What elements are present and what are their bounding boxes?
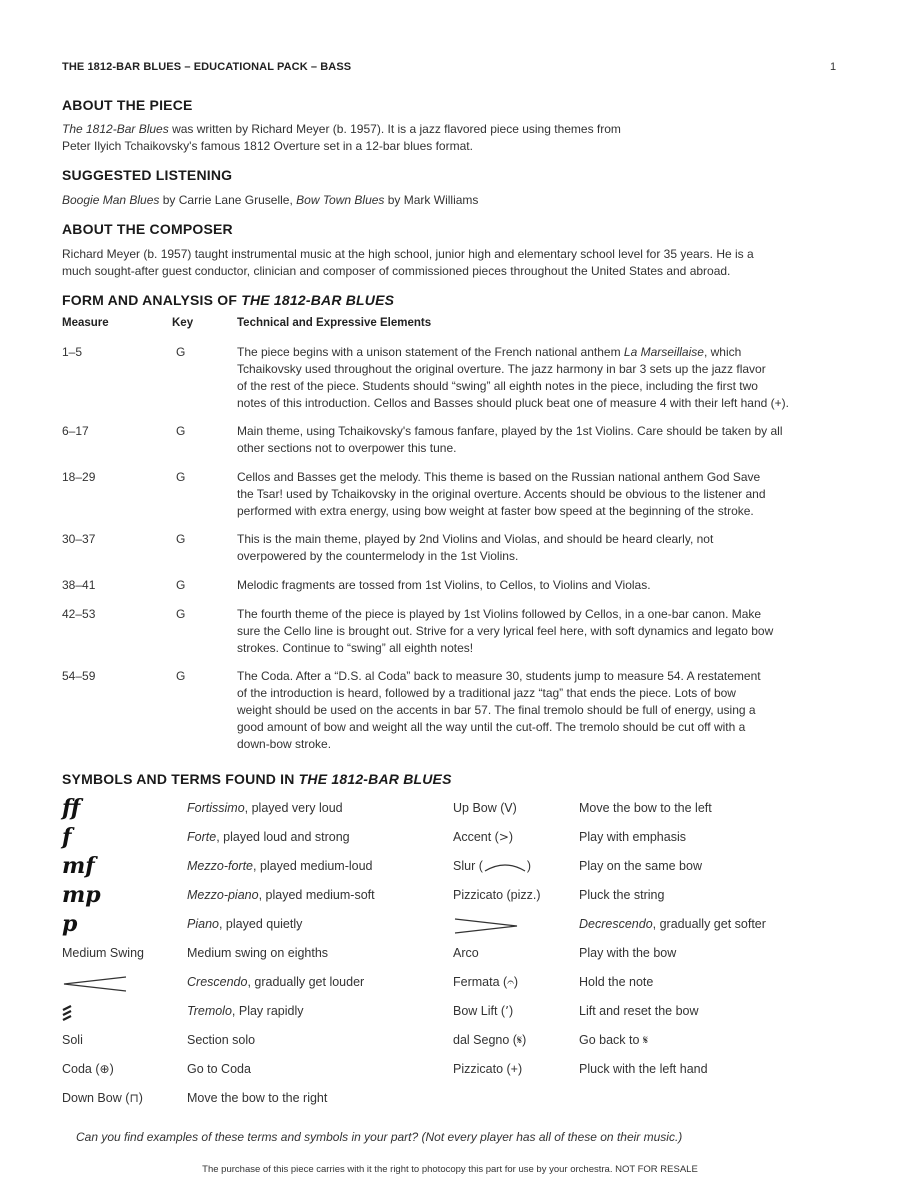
about-piece-line-1-rest: was written by Richard Meyer (b. 1957). It is a jazz flavored piece using themes from [168, 122, 621, 136]
elements-line: The piece begins with a unison statement of the French national anthem La Marseillaise, which [237, 345, 742, 359]
right-symbol: Pizzicato (pizz.) [453, 888, 541, 902]
term-name: Fortissimo [187, 801, 245, 815]
footer-notice: The purchase of this piece carries with it the right to photocopy this part for use by your orchestra. NOT FOR RESALE [202, 1164, 698, 1175]
composer-text [62, 246, 842, 280]
anthem-title: La Marseillaise [623, 345, 704, 359]
crescendo-hairpin-icon [62, 975, 128, 993]
articulation-icon: ⊓ [129, 1091, 139, 1105]
elements-line: of the introduction is heard, followed by a traditional jazz “tag” that ends the piece. Lots of bow [237, 686, 736, 700]
term-name: Forte [187, 830, 217, 844]
elements-line: The Coda. After a “D.S. al Coda” back to measure 30, students jump to measure 54. A restatement [237, 669, 761, 683]
measure-cell: 42–53 [62, 607, 96, 621]
listening-end: by Mark Williams [384, 193, 479, 207]
tremolo-icon [62, 1004, 74, 1022]
col-elements-header: Technical and Expressive Elements [237, 317, 432, 329]
right-term: Hold the note [579, 975, 654, 989]
elements-line: This is the main theme, played by 2nd Violins and Violas, and should be heard clearly, not [237, 532, 714, 546]
right-symbol: Bow Lift (ʼ) [453, 1004, 514, 1018]
analysis-heading-prefix: FORM AND ANALYSIS OF [62, 292, 242, 308]
about-piece-text [62, 121, 842, 155]
elements-cell [237, 606, 837, 657]
right-term: Decrescendo, gradually get softer [579, 917, 766, 931]
listening-mid: by Carrie Lane Gruselle, [159, 193, 297, 207]
elements-line: Melodic fragments are tossed from 1st Violins, to Cellos, to Violins and Violas. [237, 578, 651, 592]
about-piece-heading: ABOUT THE PIECE [62, 97, 193, 113]
elements-cell [237, 344, 837, 412]
elements-line: other sections not to overpower this tune. [237, 441, 457, 455]
key-cell: G [176, 424, 186, 438]
term-name: Mezzo-forte [187, 859, 253, 873]
right-symbol: Arco [453, 946, 479, 960]
left-term: Tremolo, Play rapidly [187, 1004, 304, 1018]
listening-title-2: Bow Town Blues [296, 193, 385, 207]
composer-line-1: Richard Meyer (b. 1957) taught instrumental music at the high school, junior high and elementary school level for 35 years. He is a [62, 247, 754, 261]
measure-cell: 18–29 [62, 470, 96, 484]
decrescendo-hairpin-icon [453, 917, 519, 935]
elements-line: Tchaikovsky used throughout the original overture. The jazz harmony in bar 3 sets up the jazz flavor [237, 362, 766, 376]
right-symbol: Fermata (𝄐) [453, 975, 519, 989]
left-symbol: Medium Swing [62, 946, 144, 960]
col-key-header: Key [172, 317, 194, 329]
elements-cell [237, 577, 837, 594]
elements-line: of the rest of the piece. Students should “swing” all eighth notes in the piece, including the first two [237, 379, 758, 393]
right-term: Move the bow to the left [579, 801, 712, 815]
elements-line: the Tsar! used by Tchaikovsky in the original overture. Accents should be obvious to the listener and [237, 487, 766, 501]
term-name: Mezzo-piano [187, 888, 259, 902]
elements-line: notes of this introduction. Cellos and Basses should pluck beat one of measure 4 with their left hand (+). [237, 396, 789, 410]
articulation-icon: > [498, 830, 509, 844]
right-term: Play with the bow [579, 946, 677, 960]
left-term: Go to Coda [187, 1062, 251, 1076]
articulation-icon: V [504, 801, 513, 815]
elements-line: strokes. Continue to “swing” all eighth notes! [237, 641, 474, 655]
dynamic-p-icon: p [62, 911, 78, 937]
left-term: Medium swing on eighths [187, 946, 329, 960]
elements-cell [237, 423, 837, 457]
left-symbol: Down Bow (⊓) [62, 1091, 143, 1105]
key-cell: G [176, 578, 186, 592]
dynamic-f-icon: f [62, 824, 72, 850]
slur-icon [483, 861, 527, 873]
measure-cell: 6–17 [62, 424, 89, 438]
right-term: Lift and reset the bow [579, 1004, 699, 1018]
running-title: THE 1812-BAR BLUES – EDUCATIONAL PACK – BASS [62, 61, 352, 73]
term-name: Tremolo [187, 1004, 232, 1018]
right-symbol: dal Segno (𝄋) [453, 1033, 527, 1047]
measure-cell: 1–5 [62, 345, 83, 359]
key-cell: G [176, 470, 186, 484]
left-term: Mezzo-forte, played medium-loud [187, 859, 373, 873]
left-term: Mezzo-piano, played medium-soft [187, 888, 375, 902]
page-number: 1 [830, 61, 837, 73]
symbols-heading-title: THE 1812-BAR BLUES [298, 771, 452, 787]
measure-cell: 38–41 [62, 578, 96, 592]
left-term: Piano, played quietly [187, 917, 303, 931]
articulation-icon: 𝄋 [516, 1033, 523, 1047]
analysis-heading [62, 292, 394, 308]
key-cell: G [176, 532, 186, 546]
right-symbol: Slur ( ) [453, 859, 532, 873]
right-symbol: Accent (>) [453, 830, 514, 844]
composer-heading: ABOUT THE COMPOSER [62, 221, 233, 237]
composer-line-2: much sought-after guest conductor, clinician and composer of commissioned pieces throughout the United States and abroad. [62, 264, 731, 278]
left-symbol: Coda (⊕) [62, 1062, 114, 1076]
term-name: Piano [187, 917, 219, 931]
elements-line: good amount of bow and weight all the way until the cut-off. The tremolo should be cut off with a [237, 720, 746, 734]
key-cell: G [176, 669, 186, 683]
elements-line: sure the Cello line is brought out. Strive for a very lyrical feel here, with soft dynamics and legato bow [237, 624, 774, 638]
left-term: Forte, played loud and strong [187, 830, 350, 844]
measure-cell: 54–59 [62, 669, 96, 683]
elements-cell [237, 469, 837, 520]
right-term: Pluck the string [579, 888, 665, 902]
listening-text [62, 192, 842, 209]
elements-line: overpowered by the countermelody in the 1st Violins. [237, 549, 519, 563]
elements-line: performed with extra energy, using bow weight at faster bow speed at the beginning of the stroke. [237, 504, 754, 518]
term-name: Crescendo [187, 975, 248, 989]
elements-cell [237, 531, 837, 565]
articulation-icon: 𝄐 [507, 975, 514, 989]
left-term: Move the bow to the right [187, 1091, 328, 1105]
left-term: Fortissimo, played very loud [187, 801, 343, 815]
key-cell: G [176, 345, 186, 359]
right-term: Play with emphasis [579, 830, 686, 844]
closing-question: Can you find examples of these terms and symbols in your part? (Not every player has all of these on their music.) [76, 1130, 683, 1144]
elements-line: Main theme, using Tchaikovsky's famous fanfare, played by the 1st Violins. Care should be taken by all [237, 424, 783, 438]
articulation-icon: ⊕ [99, 1062, 110, 1076]
segno-icon: 𝄋 [642, 1033, 649, 1047]
dynamic-ff-icon: ff [62, 795, 81, 821]
about-piece-line-1 [62, 121, 842, 138]
right-term: Pluck with the left hand [579, 1062, 708, 1076]
piece-title: The 1812-Bar Blues [62, 122, 169, 136]
dynamic-mf-icon: mf [62, 853, 95, 879]
right-symbol: Pizzicato (+) [453, 1062, 523, 1076]
listening-title-1: Boogie Man Blues [62, 193, 160, 207]
left-term: Crescendo, gradually get louder [187, 975, 365, 989]
elements-cell [237, 668, 837, 753]
dynamic-mp-icon: mp [62, 882, 101, 908]
col-measure-header: Measure [62, 317, 109, 329]
about-piece-line-2: Peter Ilyich Tchaikovsky's famous 1812 Overture set in a 12-bar blues format. [62, 139, 473, 153]
articulation-icon: ʼ [505, 1004, 509, 1018]
symbols-heading-prefix: SYMBOLS AND TERMS FOUND IN [62, 771, 299, 787]
key-cell: G [176, 607, 186, 621]
left-symbol: Soli [62, 1033, 83, 1047]
elements-line: The fourth theme of the piece is played by 1st Violins followed by Cellos, in a one-bar canon. Make [237, 607, 762, 621]
elements-line: weight should be used on the accents in bar 57. The final tremolo should be full of energy, using a [237, 703, 756, 717]
elements-line: Cellos and Basses get the melody. This theme is based on the Russian national anthem God Save [237, 470, 761, 484]
elements-line: down-bow stroke. [237, 737, 332, 751]
right-term: Go back to 𝄋 [579, 1033, 649, 1047]
term-name: Decrescendo [579, 917, 653, 931]
analysis-heading-title: THE 1812-BAR BLUES [241, 292, 395, 308]
right-term: Play on the same bow [579, 859, 702, 873]
symbols-heading [62, 771, 452, 787]
measure-cell: 30–37 [62, 532, 96, 546]
listening-heading: SUGGESTED LISTENING [62, 167, 233, 183]
right-symbol: Up Bow (V) [453, 801, 517, 815]
left-term: Section solo [187, 1033, 256, 1047]
